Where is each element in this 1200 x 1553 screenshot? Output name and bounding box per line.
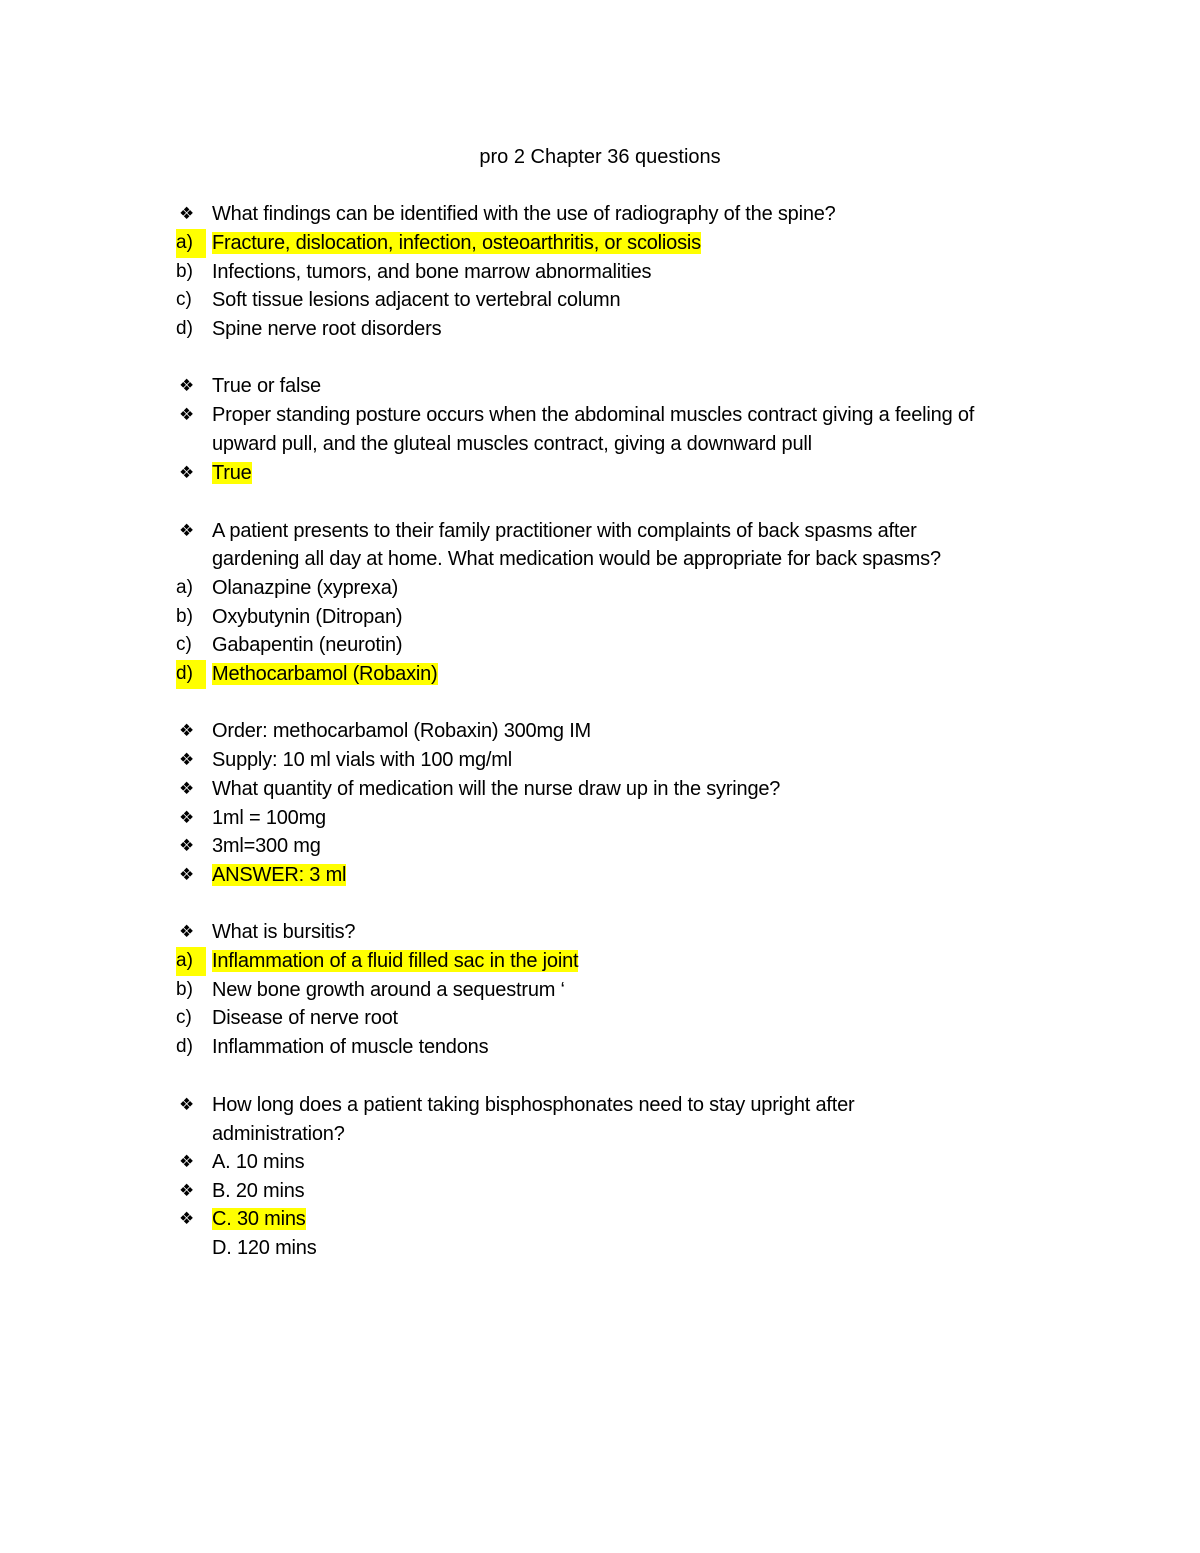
option-letter: a): [176, 577, 193, 598]
line-text: Inflammation of a fluid filled sac in the joint: [212, 950, 579, 972]
diamond-bullet-icon: ❖: [179, 750, 195, 769]
line-text: upward pull, and the gluteal muscles contract, giving a downward pull: [212, 433, 812, 455]
line-text: How long does a patient taking bisphosphonates need to stay upright after: [212, 1094, 855, 1116]
line-text: True or false: [212, 375, 321, 397]
line-text: Proper standing posture occurs when the abdominal muscles contract giving a feeling of: [212, 404, 975, 426]
line-text: Inflammation of muscle tendons: [212, 1036, 489, 1058]
line-text: What is bursitis?: [212, 921, 356, 943]
line-text: Spine nerve root disorders: [212, 318, 442, 340]
line-text: A. 10 mins: [212, 1151, 305, 1173]
diamond-bullet-icon: ❖: [179, 463, 195, 482]
option-letter: c): [176, 289, 192, 310]
line-text: A patient presents to their family practitioner with complaints of back spasms after: [212, 520, 917, 542]
diamond-bullet-icon: ❖: [179, 204, 195, 223]
option-letter: b): [176, 261, 193, 282]
line-text: Infections, tumors, and bone marrow abnormalities: [212, 261, 652, 283]
option-letter: b): [176, 606, 193, 627]
line-text: Soft tissue lesions adjacent to vertebral column: [212, 289, 621, 311]
line-text: gardening all day at home. What medication would be appropriate for back spasms?: [212, 548, 941, 570]
line-text: D. 120 mins: [212, 1237, 317, 1259]
line-text: B. 20 mins: [212, 1180, 305, 1202]
diamond-bullet-icon: ❖: [179, 521, 195, 540]
diamond-bullet-icon: ❖: [179, 1209, 195, 1228]
diamond-bullet-icon: ❖: [179, 808, 195, 827]
line-text: 3ml=300 mg: [212, 835, 321, 857]
line-text: New bone growth around a sequestrum ‘: [212, 979, 565, 1001]
line-text: 1ml = 100mg: [212, 807, 326, 829]
line-text: What quantity of medication will the nurse draw up in the syringe?: [212, 778, 781, 800]
line-text: Order: methocarbamol (Robaxin) 300mg IM: [212, 720, 592, 742]
diamond-bullet-icon: ❖: [179, 376, 195, 395]
diamond-bullet-icon: ❖: [179, 1181, 195, 1200]
option-letter: d): [176, 318, 193, 339]
line-text: Methocarbamol (Robaxin): [212, 663, 438, 685]
line-text: Disease of nerve root: [212, 1007, 398, 1029]
line-text: What findings can be identified with the use of radiography of the spine?: [212, 203, 836, 225]
line-text: Fracture, dislocation, infection, osteoarthritis, or scoliosis: [212, 232, 701, 254]
option-letter: d): [176, 1036, 193, 1057]
line-text: Supply: 10 ml vials with 100 mg/ml: [212, 749, 512, 771]
option-letter: d): [176, 660, 206, 689]
line-text: ANSWER: 3 ml: [212, 864, 347, 886]
option-letter: a): [176, 947, 206, 976]
diamond-bullet-icon: ❖: [179, 922, 195, 941]
line-text: True: [212, 462, 252, 484]
line-text: Oxybutynin (Ditropan): [212, 606, 403, 628]
diamond-bullet-icon: ❖: [179, 721, 195, 740]
line-text: administration?: [212, 1123, 345, 1145]
diamond-bullet-icon: ❖: [179, 865, 195, 884]
diamond-bullet-icon: ❖: [179, 1095, 195, 1114]
line-text: C. 30 mins: [212, 1208, 306, 1230]
option-letter: c): [176, 634, 192, 655]
option-letter: a): [176, 229, 206, 258]
diamond-bullet-icon: ❖: [179, 405, 195, 424]
option-letter: b): [176, 979, 193, 1000]
diamond-bullet-icon: ❖: [179, 836, 195, 855]
diamond-bullet-icon: ❖: [179, 1152, 195, 1171]
line-text: Gabapentin (neurotin): [212, 634, 403, 656]
line-text: Olanazpine (xyprexa): [212, 577, 399, 599]
document-title: pro 2 Chapter 36 questions: [479, 146, 721, 168]
option-letter: c): [176, 1007, 192, 1028]
diamond-bullet-icon: ❖: [179, 779, 195, 798]
